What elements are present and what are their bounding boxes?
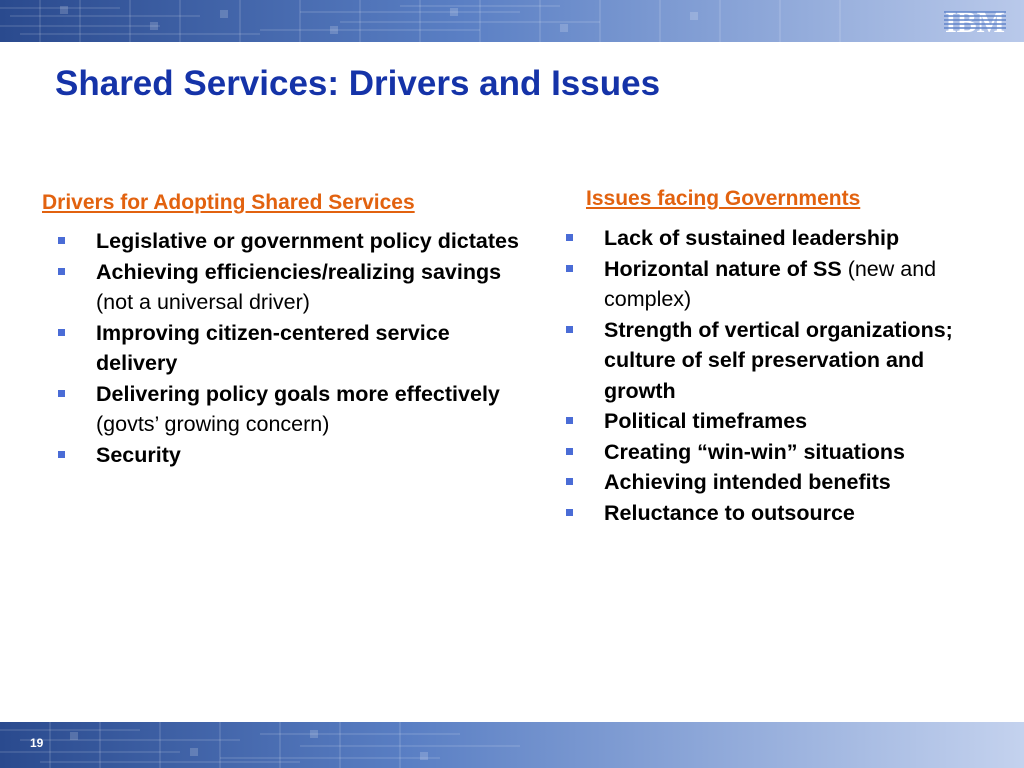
bullet-square-icon — [566, 417, 573, 424]
list-item: Delivering policy goals more effectively (govts’ growing concern) — [58, 379, 528, 440]
bullet-square-icon — [58, 329, 65, 336]
list-item: Lack of sustained leadership — [566, 223, 976, 254]
drivers-heading: Drivers for Adopting Shared Services — [42, 191, 415, 214]
list-item: Horizontal nature of SS (new and complex) — [566, 254, 976, 315]
issues-heading: Issues facing Governments — [586, 187, 861, 210]
ibm-logo — [944, 5, 1006, 37]
slide-title: Shared Services: Drivers and Issues — [55, 64, 661, 103]
bullet-square-icon — [58, 237, 65, 244]
bullet-square-icon — [58, 390, 65, 397]
bullet-square-icon — [566, 326, 573, 333]
svg-text:IBM: IBM — [945, 6, 1005, 37]
header-band — [0, 0, 1024, 42]
bullet-square-icon — [566, 234, 573, 241]
bullet-square-icon — [566, 265, 573, 272]
bullet-square-icon — [58, 451, 65, 458]
bullet-square-icon — [566, 448, 573, 455]
circuit-pattern — [0, 722, 1024, 768]
issues-list — [566, 223, 976, 528]
list-item: Security — [58, 440, 528, 471]
list-item: Reluctance to outsource — [566, 498, 976, 529]
bullet-square-icon — [566, 509, 573, 516]
list-item: Achieving efficiencies/realizing savings (not a universal driver) — [58, 257, 528, 318]
footer-band — [0, 722, 1024, 768]
page-number: 19 — [30, 736, 44, 750]
list-item: Improving citizen-centered service delivery — [58, 318, 528, 379]
list-item: Achieving intended benefits — [566, 467, 976, 498]
list-item: Legislative or government policy dictates — [58, 226, 528, 257]
list-item: Strength of vertical organizations; culture of self preservation and growth — [566, 315, 976, 407]
bullet-square-icon — [566, 478, 573, 485]
circuit-pattern — [0, 0, 1024, 42]
drivers-list — [58, 226, 528, 470]
list-item: Creating “win-win” situations — [566, 437, 976, 468]
bullet-square-icon — [58, 268, 65, 275]
list-item: Political timeframes — [566, 406, 976, 437]
